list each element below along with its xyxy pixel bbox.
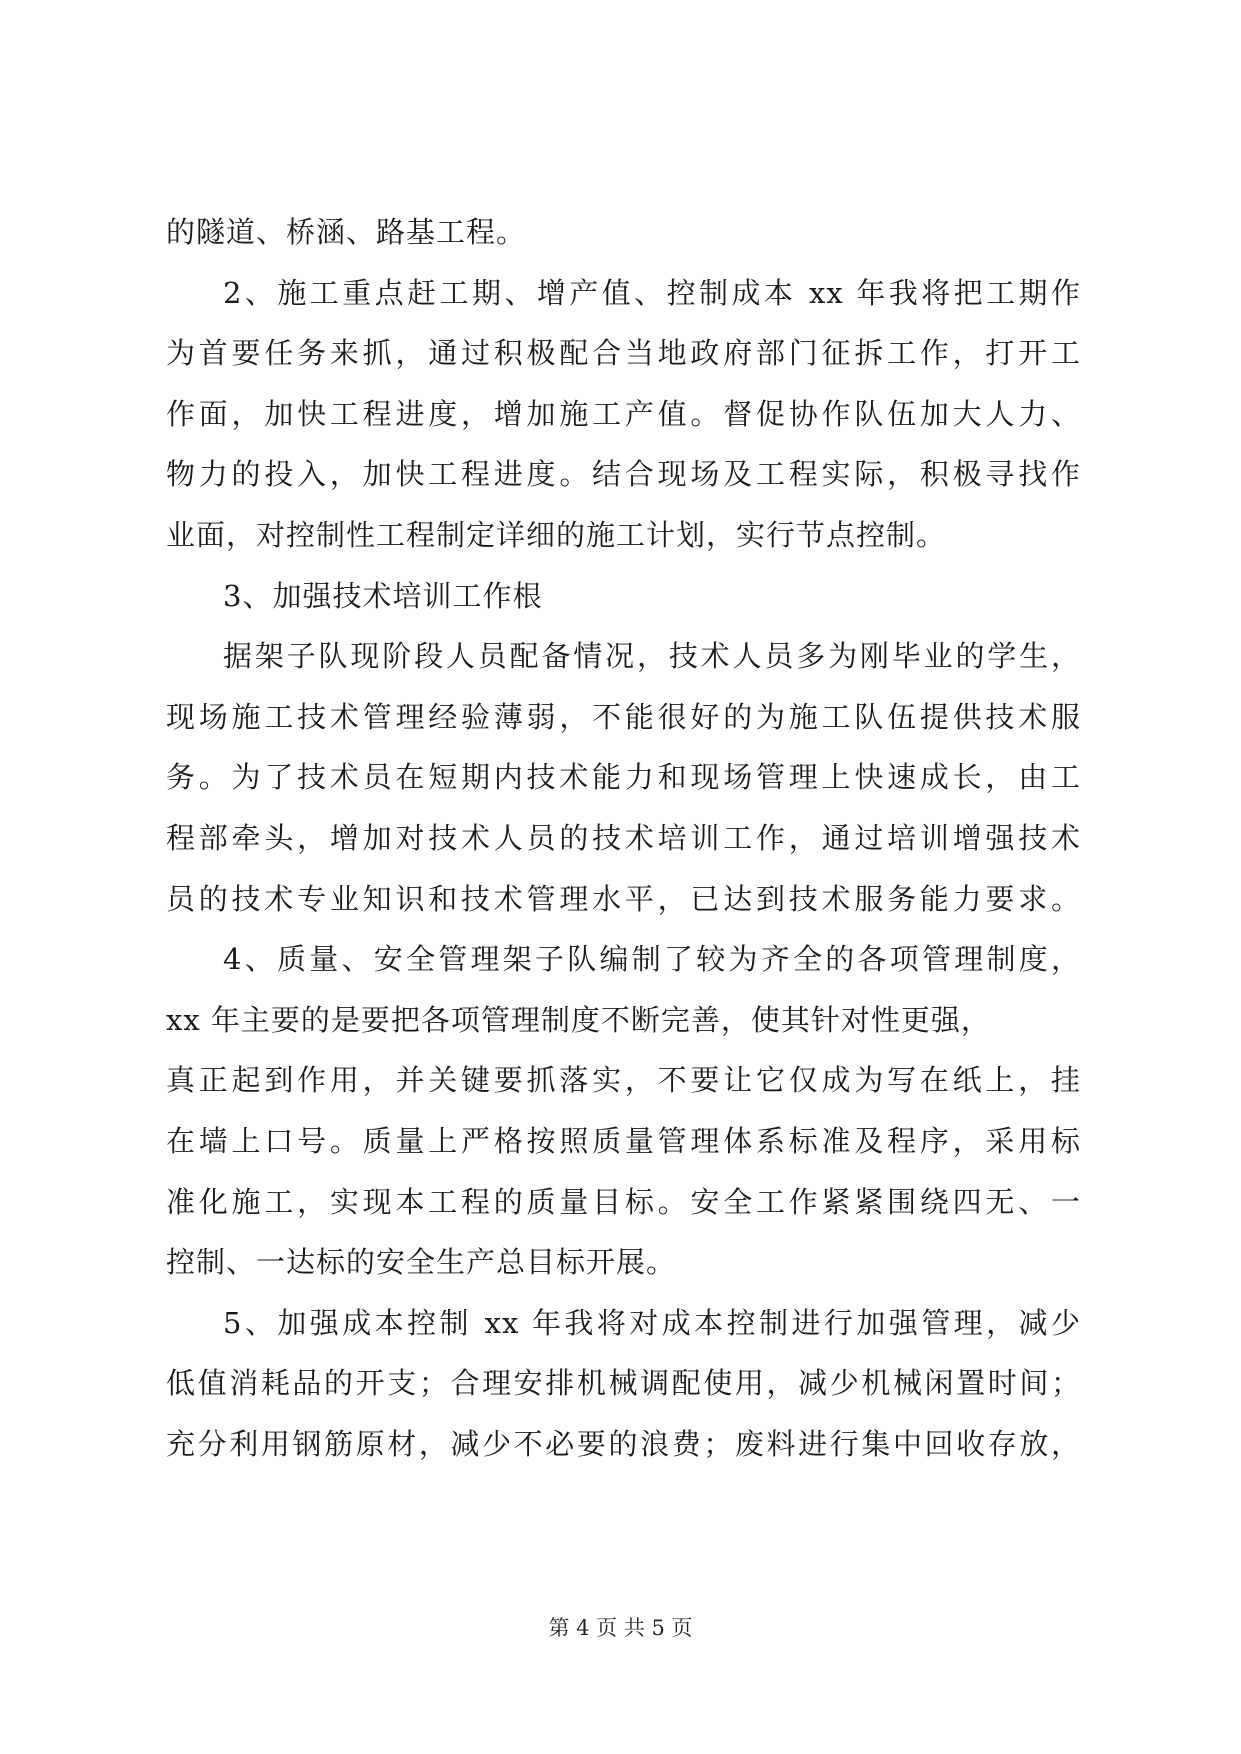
text-line: 员的技术专业知识和技术管理水平，已达到技术服务能力要求。 xyxy=(166,881,1081,916)
text-line: 业面，对控制性工程制定详细的施工计划，实行节点控制。 xyxy=(166,517,947,552)
text-line: 据架子队现阶段人员配备情况，技术人员多为刚毕业的学生， xyxy=(223,639,1081,674)
text-line: 5、加强成本控制 xx 年我将对成本控制进行加强管理，减少 xyxy=(223,1305,1081,1340)
text-line: 的隧道、桥涵、路基工程。 xyxy=(166,215,527,249)
text-line: 3、加强技术培训工作根 xyxy=(223,578,543,613)
text-line: 2、施工重点赶工期、增产值、控制成本 xx 年我将把工期作 xyxy=(223,275,1081,310)
text-line: 程部牵头，增加对技术人员的技术培训工作，通过培训增强技术 xyxy=(166,820,1081,855)
text-line: 作面，加快工程进度，增加施工产值。督促协作队伍加大人力、 xyxy=(166,396,1081,431)
text-line: 4、质量、安全管理架子队编制了较为齐全的各项管理制度， xyxy=(223,942,1081,977)
page-number-footer: 第 4 页 共 5 页 xyxy=(548,1616,693,1640)
text-line: 控制、一达标的安全生产总目标开展。 xyxy=(166,1245,677,1280)
text-line: 低值消耗品的开支；合理安排机械调配使用，减少机械闲置时间； xyxy=(166,1366,1081,1401)
text-line: 物力的投入，加快工程进度。结合现场及工程实际，积极寻找作 xyxy=(166,457,1081,492)
document-body xyxy=(166,202,1081,1474)
text-line: 为首要任务来抓，通过积极配合当地政府部门征拆工作，打开工 xyxy=(166,336,1081,371)
text-line: 真正起到作用，并关键要抓落实，不要让它仅成为写在纸上，挂 xyxy=(166,1063,1081,1098)
text-line: 充分利用钢筋原材，减少不必要的浪费；废料进行集中回收存放， xyxy=(166,1426,1081,1461)
text-line: xx 年主要的是要把各项管理制度不断完善，使其针对性更强， xyxy=(166,1002,991,1037)
text-line: 在墙上口号。质量上严格按照质量管理体系标准及程序，采用标 xyxy=(166,1123,1081,1158)
text-line: 现场施工技术管理经验薄弱，不能很好的为施工队伍提供技术服 xyxy=(166,699,1081,734)
text-line: 务。为了技术员在短期内技术能力和现场管理上快速成长，由工 xyxy=(166,760,1081,795)
text-line: 准化施工，实现本工程的质量目标。安全工作紧紧围绕四无、一 xyxy=(166,1184,1081,1219)
